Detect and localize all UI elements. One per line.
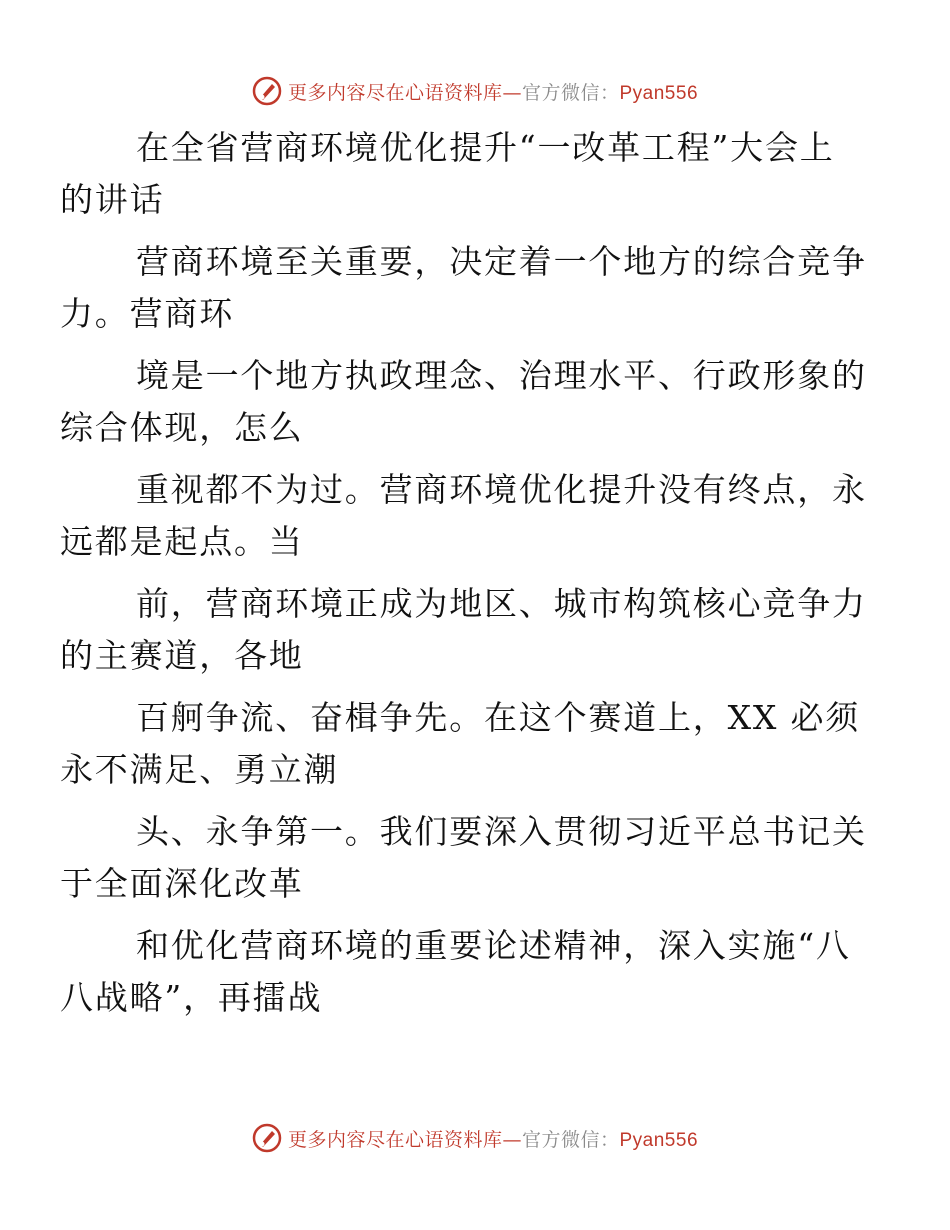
header-site-text: 更多内容尽在心语资料库: [287, 81, 503, 104]
paragraph-8: [60, 920, 858, 1024]
paragraph-7: [60, 806, 867, 910]
header-banner-text: [288, 78, 698, 105]
paragraph-3-line-1: 境是一个地方执政理念、治理水平、行政形象的: [136, 356, 867, 395]
paragraph-2-line-1: 营商环境至关重要，决定着一个地方的综合竞争: [136, 242, 867, 281]
header-sub-text: 官方微信：: [521, 81, 620, 104]
paragraph-7-line-1: 头、永争第一。我们要深入贯彻习近平总书记关: [136, 812, 867, 851]
paragraph-6-line-2: 永不满足、勇立潮: [60, 750, 339, 789]
document-body: [60, 122, 867, 1034]
paragraph-4-line-1: 重视都不为过。营商环境优化提升没有终点，永: [136, 470, 867, 509]
paragraph-4-line-2: 远都是起点。当: [60, 522, 304, 561]
paragraph-5-line-2: 的主赛道，各地: [60, 636, 304, 675]
header-banner: [0, 71, 950, 111]
paragraph-3: [60, 350, 867, 454]
quill-pen-logo-icon: [252, 76, 282, 106]
paragraph-6: [60, 692, 861, 796]
footer-sub-text: 官方微信：: [521, 1128, 620, 1151]
paragraph-1: [60, 122, 858, 226]
paragraph-2-line-2: 力。营商环: [60, 294, 234, 333]
quill-pen-logo-icon: [252, 1123, 282, 1153]
paragraph-4: [60, 464, 867, 568]
paragraph-1-line-1: 在全省营商环境优化提升“一改革工程”大会上: [136, 128, 835, 167]
paragraph-3-line-2: 综合体现，怎么: [60, 408, 304, 447]
footer-banner: [0, 1118, 950, 1158]
paragraph-8-line-1: 和优化营商环境的重要论述精神，深入实施“八: [136, 926, 851, 965]
footer-dash: —: [502, 1128, 522, 1151]
paragraph-2: [60, 236, 867, 340]
footer-site-text: 更多内容尽在心语资料库: [287, 1128, 503, 1151]
paragraph-7-line-2: 于全面深化改革: [60, 864, 304, 903]
paragraph-5: [60, 578, 867, 682]
paragraph-5-line-1: 前，营商环境正成为地区、城市构筑核心竞争力: [136, 584, 867, 623]
footer-wechat-id: Pyan556: [619, 1129, 699, 1151]
paragraph-1-line-2: 的讲话: [60, 180, 165, 219]
paragraph-8-line-2: 八战略”，再擂战: [60, 978, 323, 1017]
header-dash: —: [502, 81, 522, 104]
header-wechat-id: Pyan556: [619, 82, 699, 104]
paragraph-6-line-1: 百舸争流、奋楫争先。在这个赛道上，XX 必须: [136, 698, 861, 737]
footer-banner-text: [288, 1125, 698, 1152]
